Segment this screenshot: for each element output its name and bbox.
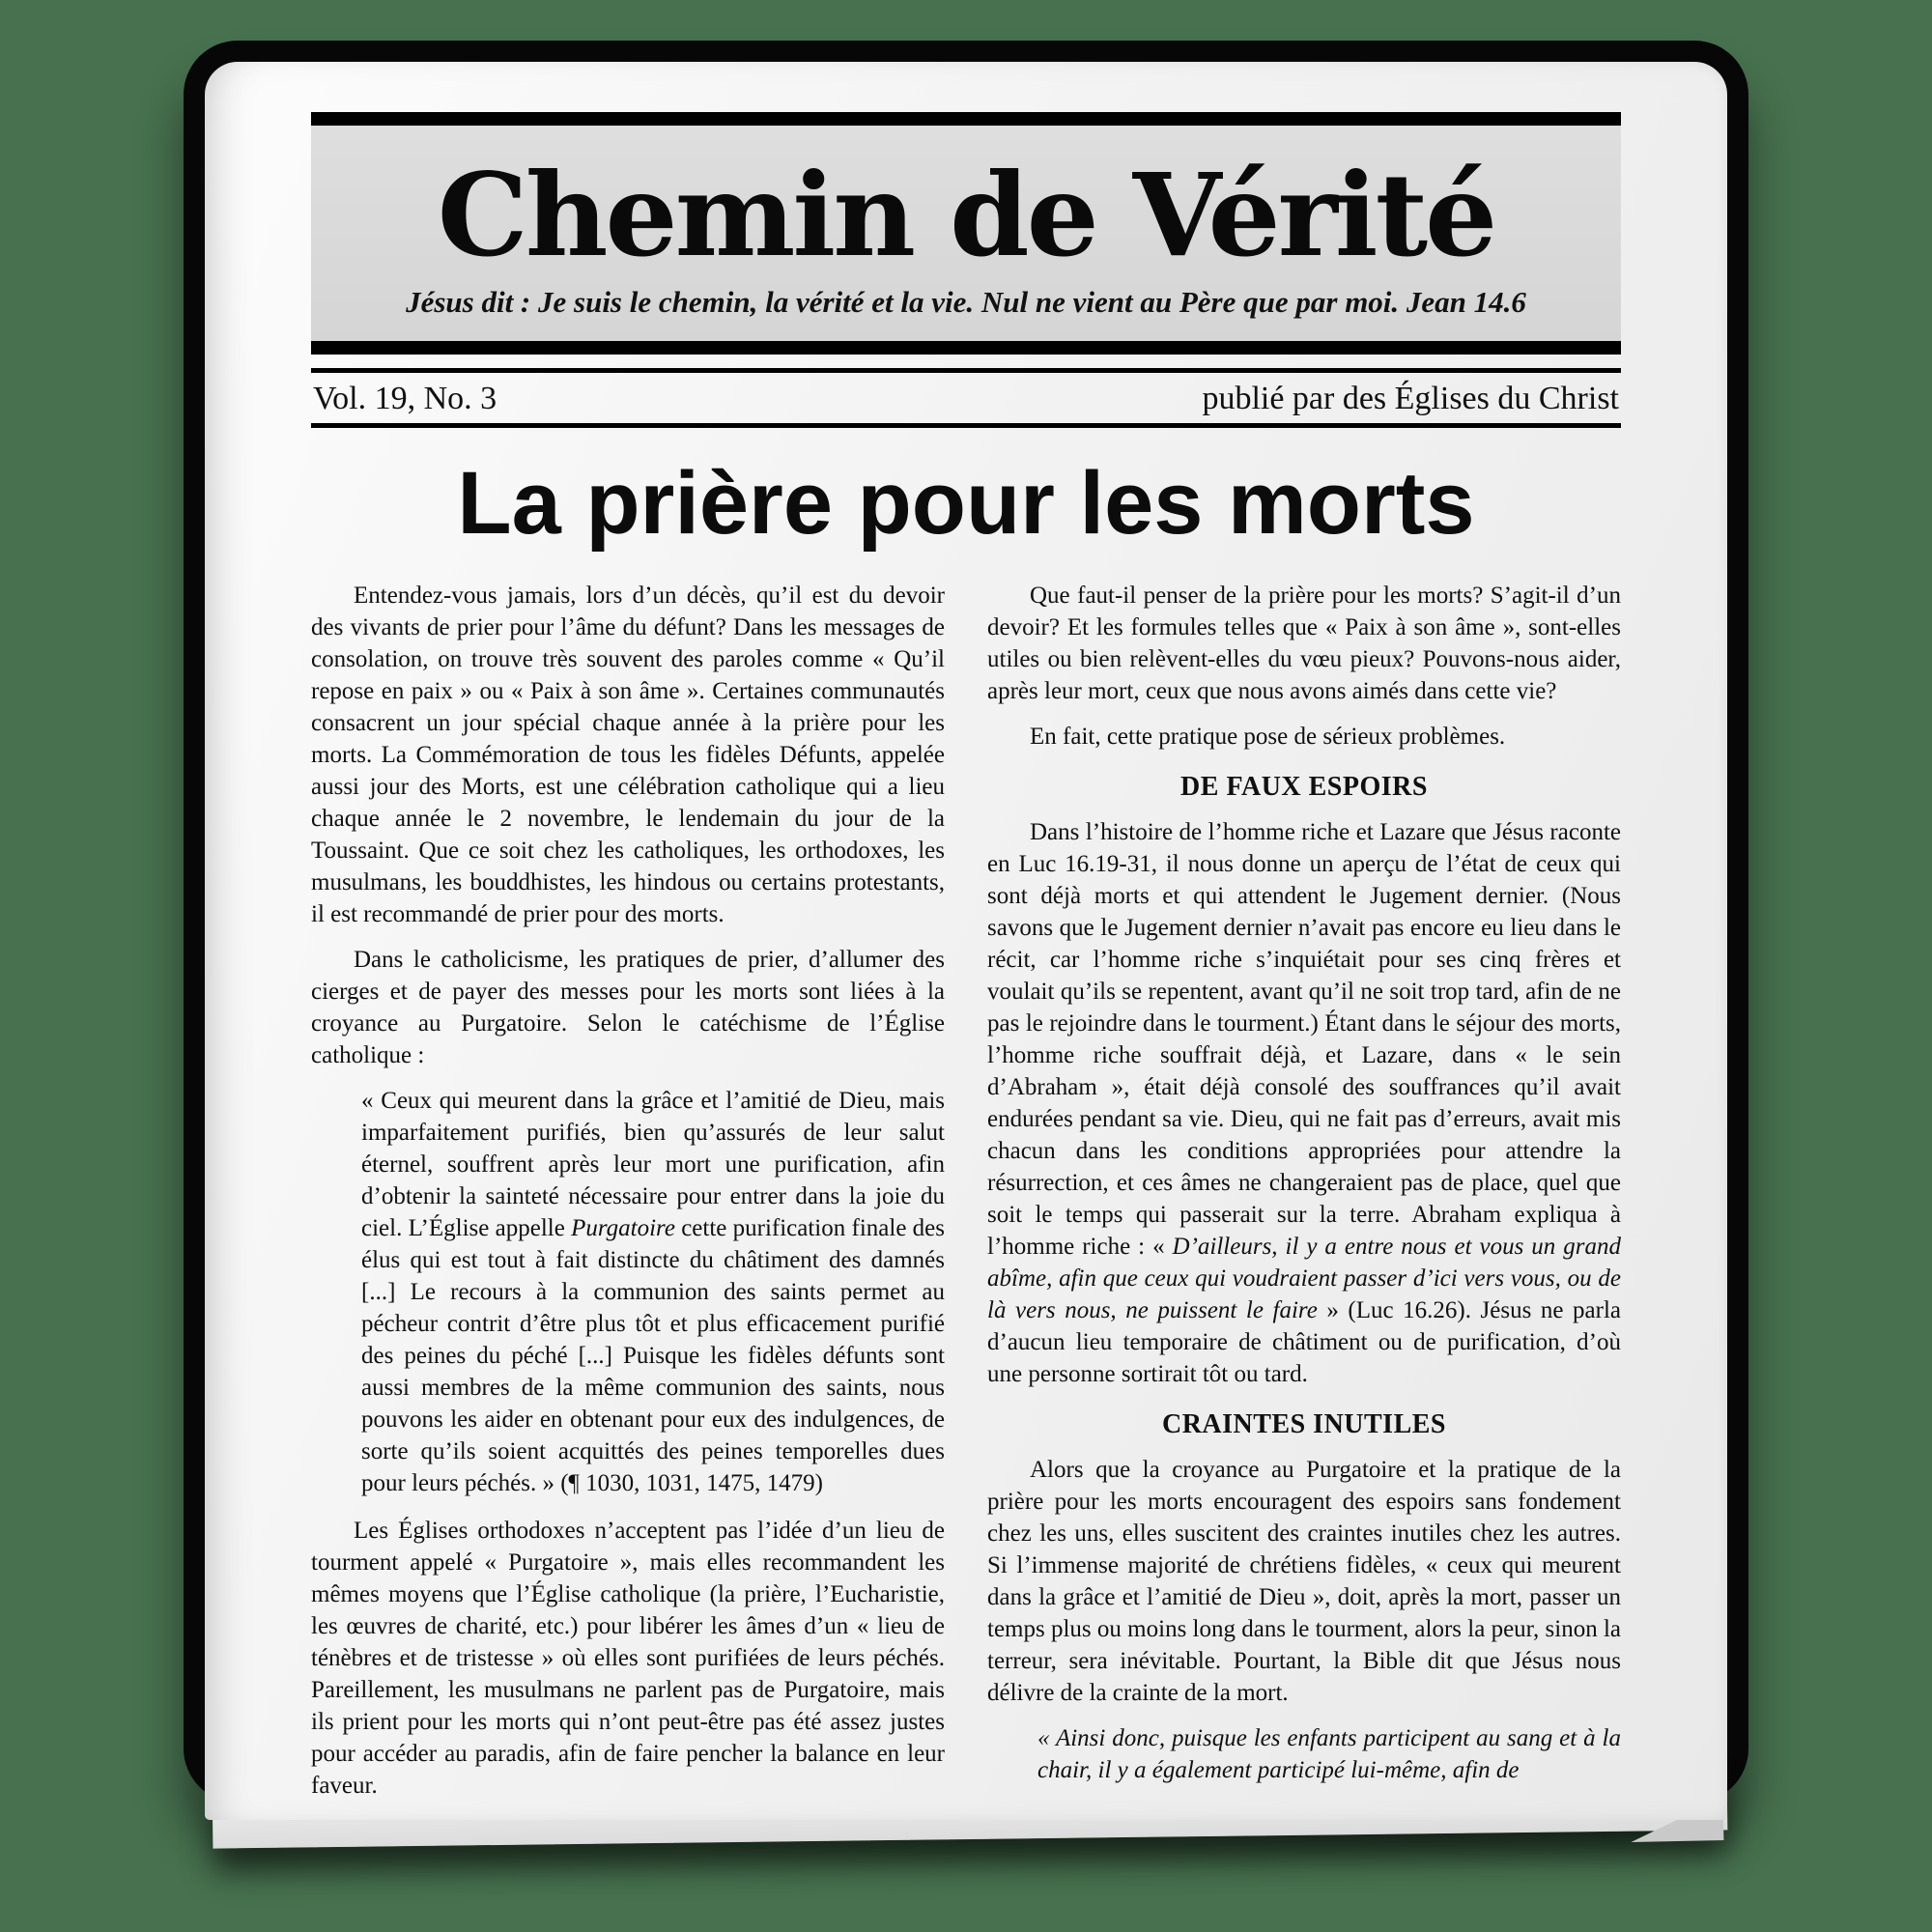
paragraph: Les Églises orthodoxes n’acceptent pas l’idée d’un lieu de tourment appelé « Purgatoire », mais elles recommandent les mêmes moyens que l’Église catholique (la prière, l’Eucharistie, les œuvres de charité, etc.) pour libérer les âmes d’un « lieu de ténèbres et de tristesse » où elles sont purifiées de leurs péchés. Pareillement, les musulmans ne parlent pas de Purgatoire, mais ils prient pour les morts qui n’ont peut-être pas été assez justes pour accéder au paradis, afin de faire pencher la balance en leur faveur. xyxy=(311,1518,945,1800)
article-columns xyxy=(311,580,1621,1815)
newsletter-sheet xyxy=(184,41,1748,1835)
section-heading-de-faux-espoirs: DE FAUX ESPOIRS xyxy=(1180,772,1428,803)
newsletter-title: Chemin de Vérité xyxy=(437,148,1495,282)
masthead-bottom-bar xyxy=(311,341,1621,355)
newsletter-tagline: Jésus dit : Je suis le chemin, la vérité et la vie. Nul ne vient au Père que par moi. Jean 14.6 xyxy=(406,285,1526,320)
issue-publisher: publié par des Églises du Christ xyxy=(1202,381,1619,417)
paragraph: Dans le catholicisme, les pratiques de prier, d’allumer des cierges et de payer des messes pour les morts sont liées à la croyance au Purgatoire. Selon le catéchisme de l’Église catholique : xyxy=(311,947,945,1069)
article-headline: La prière pour les morts xyxy=(457,454,1475,554)
issue-rule-bottom xyxy=(311,423,1621,428)
section-heading-craintes-inutiles: CRAINTES INUTILES xyxy=(1161,1409,1447,1440)
paragraph: Entendez-vous jamais, lors d’un décès, qu’il est du devoir des vivants de prier pour l’âme du défunt? Dans les messages de consolation, on trouve très souvent des paroles comme « Qu’il repose en paix » ou « Paix à son âme ». Certaines communautés consacrent un jour spécial chaque année à la prière pour les morts. La Commémoration de tous les fidèles Défunts, appelée aussi jour des Morts, est une célébration catholique qui a lieu chaque année le 2 novembre, le lendemain du jour de la Toussaint. Que ce soit chez les catholiques, les orthodoxes, les musulmans, les bouddhistes, les hindous ou certains protestants, il est recommandé de prier pour des morts. xyxy=(311,582,945,928)
left-column xyxy=(311,580,945,1815)
paper xyxy=(205,62,1727,1820)
masthead xyxy=(311,126,1621,341)
scripture-quote: « Ainsi donc, puisque les enfants participent au sang et à la chair, il y a également participé lui-même, afin de xyxy=(1037,1725,1621,1784)
issue-volume: Vol. 19, No. 3 xyxy=(313,381,497,417)
right-column xyxy=(987,580,1621,1815)
paragraph: Alors que la croyance au Purgatoire et la pratique de la prière pour les morts encouragent des espoirs sans fondement chez les uns, elles suscitent des craintes inutiles chez les autres. Si l’immense majorité de chrétiens fidèles, « ceux qui meurent dans la grâce et l’amitié de Dieu », doit, après la mort, passer un temps plus ou moins long dans le tourment, alors la peur, sinon la terreur, sera inévitable. Pourtant, la Bible dit que Jésus nous délivre de la crainte de la mort. xyxy=(987,1457,1621,1707)
issue-row xyxy=(311,373,1621,423)
catechism-quote: « Ceux qui meurent dans la grâce et l’amitié de Dieu, mais imparfaitement purifiés, bien qu’assurés de leur salut éternel, souffrent après leur mort une purification, afin d’obtenir la sainteté nécessaire pour entrer dans la joie du ciel. L’Église appelle Purgatoire cette purification finale des élus qui est tout à fait distincte du châtiment des damnés [...] Le recours à la communion des saints permet au pécheur contrit d’être plus tôt et plus efficacement purifié des peines du péché [...] Puisque les fidèles défunts sont aussi membres de la même communion des saints, nous pouvons les aider en obtenant pour eux des indulgences, de sorte qu’ils soient acquittés des peines temporelles dues pour leurs péchés. » (¶ 1030, 1031, 1475, 1479) xyxy=(361,1088,945,1497)
paragraph: Dans l’histoire de l’homme riche et Lazare que Jésus raconte en Luc 16.19-31, il nous donne un aperçu de l’état de ceux qui sont déjà morts et qui attendent le Jugement dernier. (Nous savons que le Jugement dernier n’avait pas encore eu lieu dans le récit, car l’homme riche s’inquiétait pour ses cinq frères et voulait qu’ils se repentent, avant qu’il ne soit trop tard, afin de ne pas le rejoindre dans le tourment.) Étant dans le séjour des morts, l’homme riche souffrait déjà, et Lazare, dans « le sein d’Abraham », était déjà consolé des souffrances qu’il avait endurées pendant sa vie. Dieu, qui ne fait pas d’erreurs, avait mis chacun dans les conditions appropriées pour attendre la résurrection, et ces âmes ne changeraient pas de place, quel que soit le temps qui passerait sur la terre. Abraham expliqua à l’homme riche : « D’ailleurs, il y a entre nous et vous un grand abîme, afin que ceux qui voudraient passer d’ici vers vous, ou de là vers nous, ne puissent le faire » (Luc 16.26). Jésus ne parla d’aucun lieu temporaire de châtiment ou de purification, d’où une personne sortirait tôt ou tard. xyxy=(987,819,1621,1388)
masthead-top-bar xyxy=(311,112,1621,126)
paragraph: En fait, cette pratique pose de sérieux problèmes. xyxy=(1030,724,1506,751)
paragraph: Que faut-il penser de la prière pour les morts? S’agit-il d’un devoir? Et les formules telles que « Paix à son âme », sont-elles utiles ou bien relèvent-elles du vœu pieux? Pouvons-nous aider, après leur mort, ceux que nous avons aimés dans cette vie? xyxy=(987,582,1621,705)
